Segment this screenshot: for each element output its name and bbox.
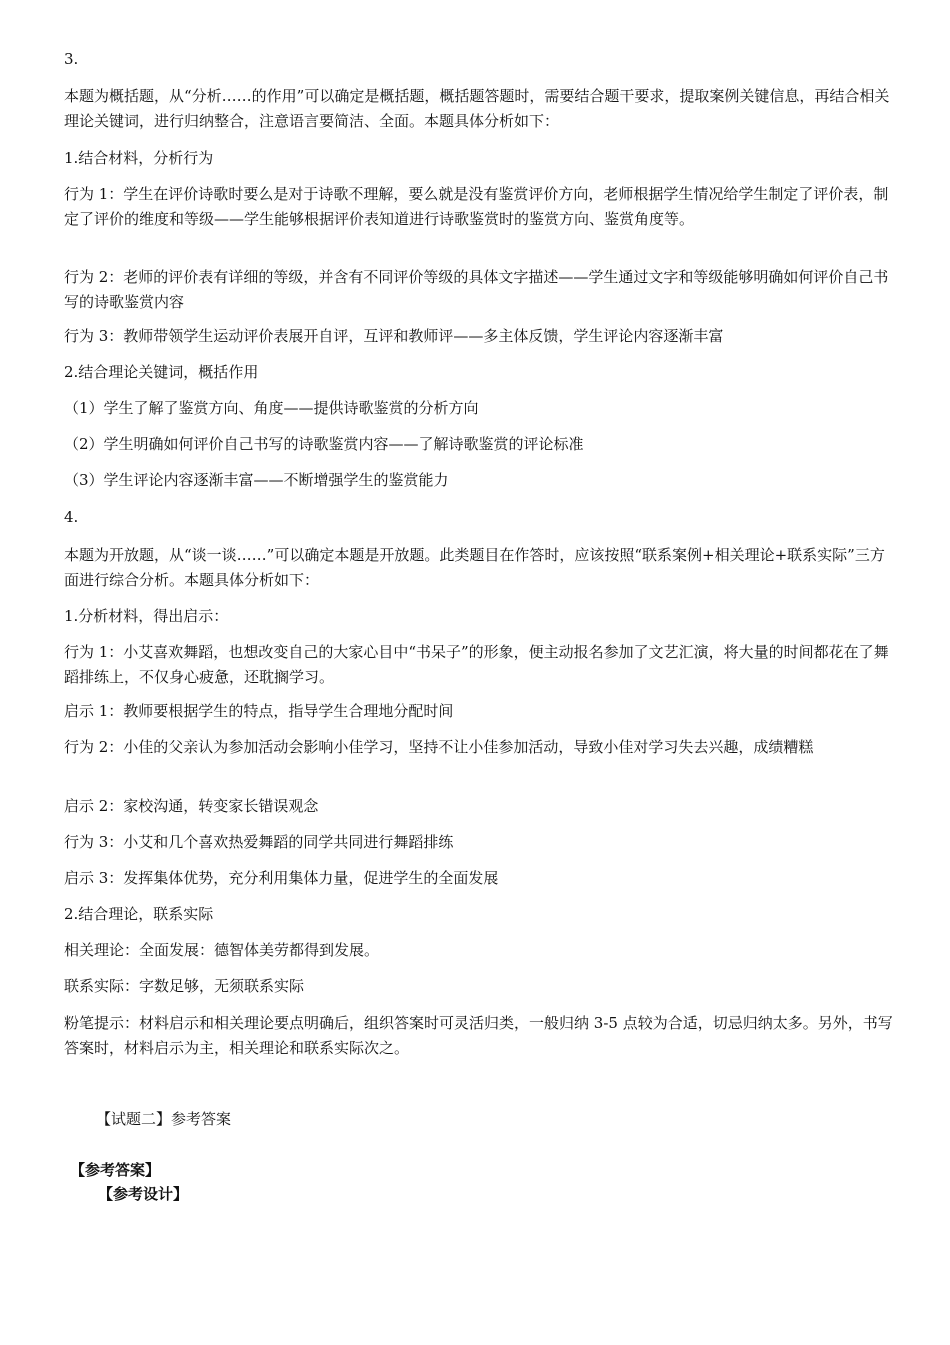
q4-step1-heading: 1.分析材料，得出启示： — [64, 607, 229, 625]
q3-behavior-2: 行为 2：老师的评价表有详细的等级，并含有不同评价等级的具体文字描述——学生通过文字和等级能够明确如何评价自己书写的诗歌鉴赏内容 — [64, 268, 889, 311]
q4-insight-2: 启示 2：家校沟通，转变家长错误观念 — [64, 797, 319, 815]
q3-behavior-1: 行为 1：学生在评价诗歌时要么是对于诗歌不理解，要么就是没有鉴赏评价方向，老师根据学生情况给学生制定了评价表，制定了评价的维度和等级——学生能够根据评价表知道进行诗歌鉴赏时的鉴赏方向、鉴赏角度等。 — [64, 185, 889, 228]
q4-insight-1: 启示 1：教师要根据学生的特点，指导学生合理地分配时间 — [64, 702, 454, 720]
q4-intro-paragraph: 本题为开放题，从“谈一谈……”可以确定本题是开放题。此类题目在作答时，应该按照“联系案例+相关理论+联系实际”三方面进行综合分析。本题具体分析如下： — [64, 546, 885, 589]
q3-point-1: （1）学生了解了鉴赏方向、角度——提供诗歌鉴赏的分析方向 — [64, 399, 479, 417]
q3-intro-paragraph: 本题为概括题，从“分析……的作用”可以确定是概括题，概括题答题时，需要结合题干要求，提取案例关键信息，再结合相关理论关键词，进行归纳整合，注意语言要简洁、全面。本题具体分析如下： — [64, 87, 890, 130]
q4-practice: 联系实际：字数足够，无须联系实际 — [64, 977, 305, 995]
q4-tip-paragraph: 粉笔提示：材料启示和相关理论要点明确后，组织答案时可灵活归类，一般归纳 3-5 点较为合适，切忌归纳太多。另外，书写答案时，材料启示为主，相关理论和联系实际次之。 — [64, 1014, 893, 1057]
exam2-answer-heading: 【试题二】参考答案 — [96, 1110, 232, 1128]
q3-step2-heading: 2.结合理论关键词，概括作用 — [64, 363, 259, 381]
q4-insight-3: 启示 3：发挥集体优势，充分利用集体力量，促进学生的全面发展 — [64, 869, 499, 887]
q4-theory: 相关理论：全面发展：德智体美劳都得到发展。 — [64, 941, 380, 959]
q3-point-3: （3）学生评论内容逐渐丰富——不断增强学生的鉴赏能力 — [64, 471, 449, 489]
q4-step2-heading: 2.结合理论，联系实际 — [64, 905, 214, 923]
q3-step1-heading: 1.结合材料，分析行为 — [64, 149, 214, 167]
q3-number: 3. — [64, 50, 79, 68]
q4-behavior-3: 行为 3：小艾和几个喜欢热爱舞蹈的同学共同进行舞蹈排练 — [64, 833, 454, 851]
reference-design-heading: 【参考设计】 — [98, 1185, 189, 1203]
q3-behavior-3: 行为 3：教师带领学生运动评价表展开自评，互评和教师评——多主体反馈，学生评论内容逐渐丰富 — [64, 327, 724, 345]
q4-number: 4. — [64, 508, 79, 526]
q4-behavior-2: 行为 2：小佳的父亲认为参加活动会影响小佳学习，坚持不让小佳参加活动，导致小佳对学习失去兴趣，成绩糟糕 — [64, 738, 814, 756]
reference-answer-heading: 【参考答案】 — [70, 1161, 161, 1179]
q3-point-2: （2）学生明确如何评价自己书写的诗歌鉴赏内容——了解诗歌鉴赏的评论标准 — [64, 435, 584, 453]
q4-behavior-1: 行为 1：小艾喜欢舞蹈，也想改变自己的大家心目中“书呆子”的形象，便主动报名参加了文艺汇演，将大量的时间都花在了舞蹈排练上，不仅身心疲惫，还耽搁学习。 — [64, 643, 889, 686]
